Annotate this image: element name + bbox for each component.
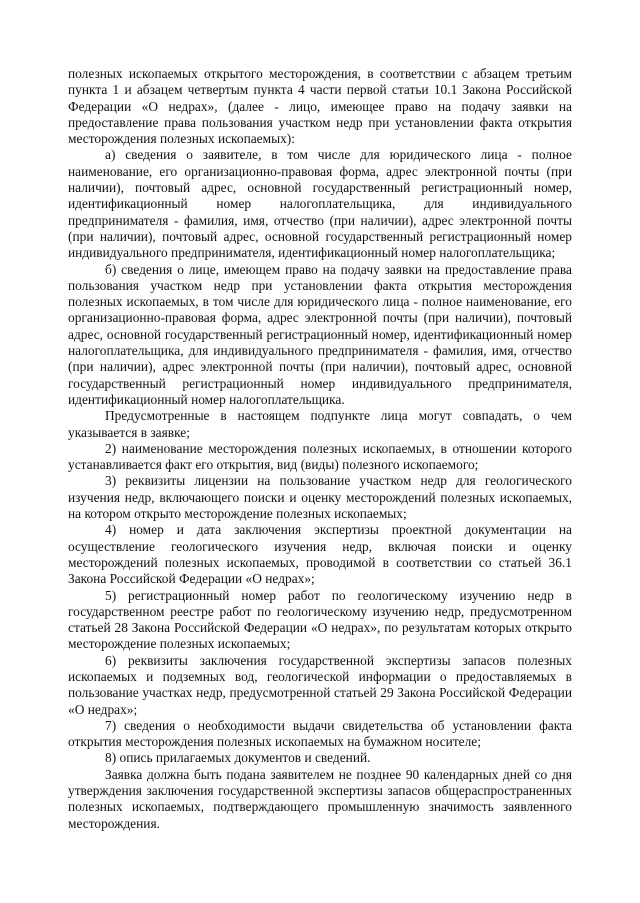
paragraph-note: Предусмотренные в настоящем подпункте лица могут совпадать, о чем указывается в заявке; bbox=[68, 408, 572, 440]
paragraph-item-8: 8) опись прилагаемых документов и сведений. bbox=[105, 750, 371, 766]
paragraph-deadline: Заявка должна быть подана заявителем не позднее 90 календарных дней со дня утверждения заключения государственной экспертизы запасов общераспространенных полезных ископаемых, подтверждающего промышленную значимость заявленного месторождения. bbox=[68, 766, 572, 831]
paragraph-intro: полезных ископаемых открытого месторождения, в соответствии с абзацем третьим пункта 1 и абзацем четвертым пункта 4 части первой статьи 10.1 Закона Российской Федерации «О недрах», (далее - лицо, имеющее право на подачу заявки на предоставление права пользования участком недр при установлении факта открытия месторождения полезных ископаемых): bbox=[68, 66, 572, 147]
paragraph-item-2: 2) наименование месторождения полезных ископаемых, в отношении которого устанавливается факт его открытия, вид (виды) полезного ископаемого; bbox=[68, 440, 572, 473]
paragraph-item-b: б) сведения о лице, имеющем право на подачу заявки на предоставление права пользования участком недр при установлении факта открытия месторождения полезных ископаемых, в том числе для юридического лица - полное наименование, его организационно-правовая форма, адрес электронной почты (при наличии), почтовый адрес, основной государственный регистрационный номер, идентификационный номер налогоплательщика, для индивидуального предпринимателя - фамилия, имя, отчество (при наличии), адрес электронной почты (при наличии), почтовый адрес, основной государственный регистрационный номер индивидуального предпринимателя, идентификационный номер налогоплательщика. bbox=[68, 261, 572, 407]
paragraph-item-3: 3) реквизиты лицензии на пользование участком недр для геологического изучения недр, включающего поиски и оценку месторождений полезных ископаемых, на котором открыто месторождение полезных ископаемых; bbox=[68, 473, 572, 522]
paragraph-item-4: 4) номер и дата заключения экспертизы проектной документации на осуществление геологического изучения недр, включая поиски и оценку месторождений полезных ископаемых, проводимой в соответствии со статьей 36.1 Закона Российской Федерации «О недрах»; bbox=[68, 522, 572, 587]
paragraph-item-a: а) сведения о заявителе, в том числе для юридического лица - полное наименование, его организационно-правовая форма, адрес электронной почты (при наличии), почтовый адрес, основной государственный регистрационный номер, идентификационный номер налогоплательщика, для индивидуального предпринимателя - фамилия, имя, отчество (при наличии), адрес электронной почты (при наличии), почтовый адрес, основной государственный регистрационный номер индивидуального предпринимателя, идентификационный номер налогоплательщика; bbox=[68, 147, 572, 261]
paragraph-item-5: 5) регистрационный номер работ по геологическому изучению недр в государственном реестре работ по геологическому изучению недр, предусмотренном статьей 28 Закона Российской Федерации «О недрах», по результатам которых открыто месторождение полезных ископаемых; bbox=[68, 587, 572, 652]
document-page bbox=[68, 66, 572, 832]
paragraph-item-7: 7) сведения о необходимости выдачи свидетельства об установлении факта открытия месторождения полезных ископаемых на бумажном носителе; bbox=[68, 717, 572, 750]
paragraph-item-6: 6) реквизиты заключения государственной экспертизы запасов полезных ископаемых и подземных вод, геологической информации о предоставляемых в пользование участках недр, предусмотренной статьей 29 Закона Российской Федерации «О недрах»; bbox=[68, 652, 572, 717]
